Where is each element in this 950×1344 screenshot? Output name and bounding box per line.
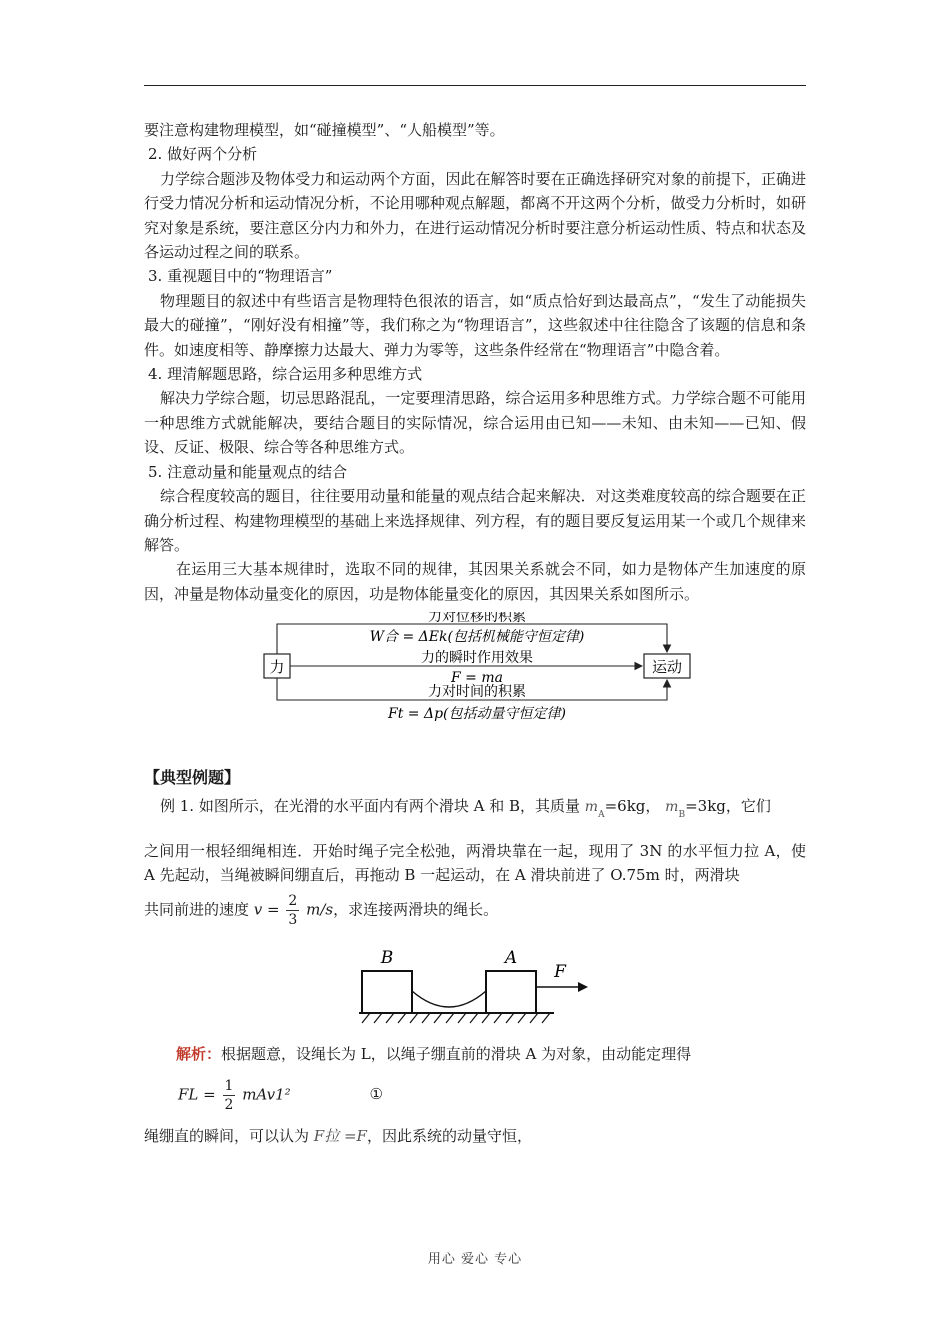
speed-intro-text: 共同前进的速度 [144,900,250,919]
question-text: ，求连接两滑块的绳长。 [333,900,499,919]
solution-last-line [144,1124,806,1148]
tension-intro: 绳绷直的瞬间，可以认为 [144,1126,310,1145]
speed-symbol: v = [253,900,280,919]
rope [412,991,486,1007]
heading-momentum-energy: 5. 注意动量和能量观点的结合 [148,462,348,481]
document-body [144,118,806,1148]
mass-a-value: =6kg， [604,796,661,815]
paragraph-thinking: 解决力学综合题，切忌思路混乱，一定要理清思路，综合运用多种思维方式。力学综合题不可能用一种思维方式就能解决，要结合题目的实际情况，综合运用由已知——未知、由未知——已知、假设、反证、极限、综合等各种思维方式。 [144,389,806,457]
paragraph-intro: 要注意构建物理模型，如“碰撞模型”、“人船模型”等。 [144,121,505,139]
example-line-2: 之间用一根轻细绳相连．开始时绳子完全松弛，两滑块靠在一起，现用了 3N 的水平恒力拉 A，使 A 先起动，当绳被瞬间绷直后，再拖动 B 一起运动，在 A 滑块前进了 O.75m 时，两滑块 [144,841,806,885]
example-line-1 [144,790,806,831]
ground-hatching [362,1013,550,1023]
label-b: B [380,947,394,968]
heading-physics-language: 3. 重视题目中的“物理语言” [148,267,333,286]
equation-left: FL = [178,1085,216,1104]
heading-two-analyses: 2. 做好两个分析 [148,145,258,164]
impulse-formula: Ft = Δp(包括动量守恒定律) [388,706,566,723]
solution-line [144,1042,806,1066]
two-blocks-figure [354,941,594,1031]
force-box-label: 力 [269,658,285,677]
equation-number: ① [369,1085,383,1104]
example-intro-text: 例 1. 如图所示，在光滑的水平面内有两个滑块 A 和 B，其质量 [160,796,581,815]
speed-unit: m/s [306,900,334,919]
impulse-label: 力对时间的积累 [428,684,526,701]
label-a: A [504,947,518,968]
block-a [486,971,536,1013]
force-arrowhead [578,982,588,992]
page-footer: 用心 爱心 专心 [427,1252,523,1267]
mass-b-value: =3kg，它们 [685,796,771,815]
instant-label: 力的瞬时作用效果 [421,650,533,667]
work-formula: W合 = ΔEk(包括机械能守恒定律) [369,629,585,646]
mass-b-symbol: $m_B$ [665,798,686,820]
motion-box-label: 运动 [651,658,683,677]
mass-a-symbol: $m_A$ [584,798,605,820]
equation-right: mAv1² [242,1085,291,1104]
solution-label: 解析： [176,1045,222,1064]
instant-formula: F = ma [451,670,503,687]
solution-text: 根据题意，设绳长为 L，以绳子绷直前的滑块 A 为对象，由动能定理得 [221,1045,692,1064]
paragraph-physics-language: 物理题目的叙述中有些语言是物理特色很浓的语言，如“质点恰好到达最高点”，“发生了动能损失最大的碰撞”，“刚好没有相撞”等，我们称之为“物理语言”，这些叙述中往往隐含了该题的信息和条件。如速度相等、静摩擦力达最大、弹力为零等，这些条件经常在“物理语言”中隐含着。 [144,291,806,359]
header-rule [144,85,806,86]
example-line-3 [144,892,806,929]
paragraph-two-analyses: 力学综合题涉及物体受力和运动两个方面，因此在解答时要在正确选择研究对象的前提下，正确进行受力情况分析和运动情况分析，不论用哪种观点解题，都离不开这两个分析，做受力分析时，如研究对象是系统，要注意区分内力和外力，在进行运动情况分析时要注意分析运动性质、特点和状态及各运动过程之间的联系。 [144,169,806,262]
equation-fraction: $\frac{1}{2}$ [224,1077,234,1113]
momentum-conclusion: ，因此系统的动量守恒， [366,1126,532,1145]
work-label: 力对位移的积累 [428,612,526,626]
block-b [362,971,412,1013]
causal-relation-diagram [262,612,692,730]
heading-thinking: 4. 理清解题思路，综合运用多种思维方式 [148,365,423,384]
paragraph-three-laws: 在运用三大基本规律时，选取不同的规律，其因果关系就会不同，如力是物体产生加速度的原因，冲量是物体动量变化的原因，功是物体能量变化的原因，其因果关系如图所示。 [144,560,806,603]
speed-fraction: $\frac{2}{3}$ [288,892,298,928]
tension-equation: F拉 =F [313,1126,367,1145]
label-f: F [554,961,566,982]
paragraph-momentum-energy: 综合程度较高的题目，往往要用动量和能量的观点结合起来解决．对这类难度较高的综合题要在正确分析过程、构建物理模型的基础上来选择规律、列方程，有的题目要反复运用某一个或几个规律来解答。 [144,487,806,554]
section-title-examples: 【典型例题】 [144,767,241,787]
kinetic-energy-equation [178,1077,806,1114]
